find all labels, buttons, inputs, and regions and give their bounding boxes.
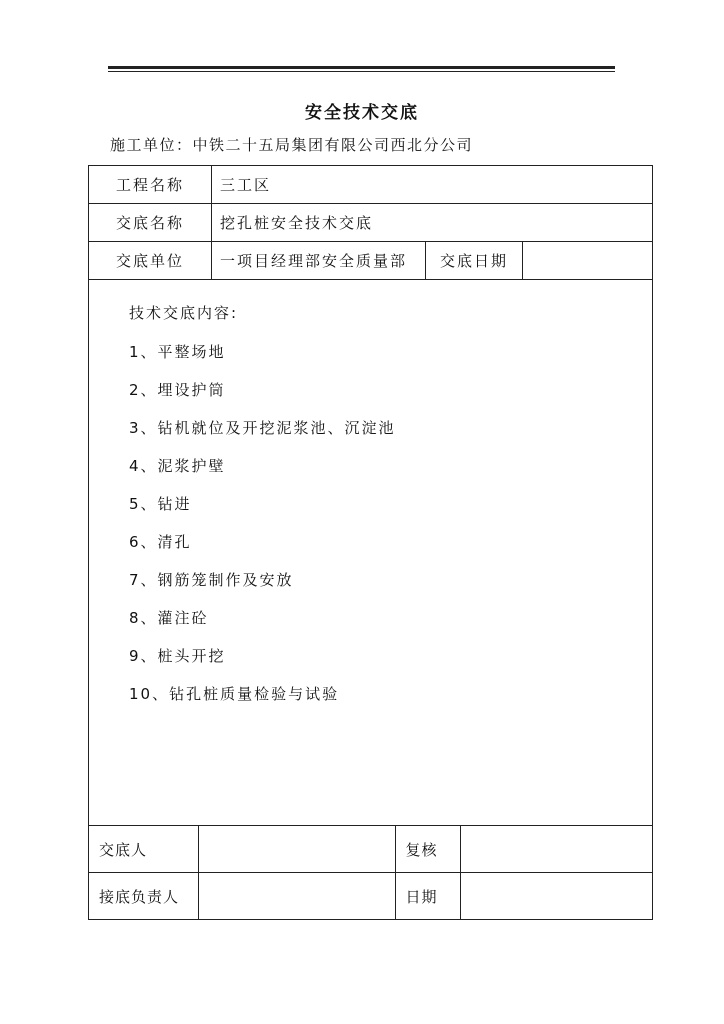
handover-date-label: 交底日期 bbox=[426, 242, 523, 280]
handover-name-row bbox=[89, 204, 653, 242]
construction-unit-label: 施工单位： bbox=[110, 136, 193, 154]
content-title: 技术交底内容: bbox=[129, 304, 239, 322]
reviewer-label: 复核 bbox=[395, 826, 460, 873]
list-item: 6、清孔 bbox=[129, 533, 192, 551]
list-item: 8、灌注砼 bbox=[129, 609, 209, 627]
list-item: 3、钻机就位及开挖泥浆池、沉淀池 bbox=[129, 419, 396, 437]
handover-name-label: 交底名称 bbox=[89, 204, 212, 242]
handover-unit-label: 交底单位 bbox=[89, 242, 212, 280]
presenter-value bbox=[198, 826, 395, 873]
project-name-row bbox=[89, 166, 653, 204]
construction-unit-value: 中铁二十五局集团有限公司西北分公司 bbox=[192, 136, 474, 154]
list-item: 2、埋设护筒 bbox=[129, 381, 226, 399]
signature-row-2 bbox=[89, 873, 653, 920]
signature-wrap bbox=[89, 826, 653, 920]
handover-unit-row bbox=[89, 242, 653, 280]
signature-row-1 bbox=[89, 826, 653, 873]
handover-form-table bbox=[88, 165, 653, 920]
signature-table bbox=[89, 826, 653, 919]
reviewer-value bbox=[460, 826, 653, 873]
signature-section bbox=[89, 826, 653, 920]
content-cell bbox=[89, 280, 653, 826]
date-value bbox=[460, 873, 653, 920]
content-list bbox=[89, 341, 652, 703]
project-name-label: 工程名称 bbox=[89, 166, 212, 204]
construction-unit-line bbox=[110, 134, 473, 155]
project-name-value: 三工区 bbox=[212, 166, 653, 204]
receiver-label: 接底负责人 bbox=[89, 873, 198, 920]
list-item: 4、泥浆护壁 bbox=[129, 457, 226, 475]
handover-name-value: 挖孔桩安全技术交底 bbox=[212, 204, 653, 242]
content-row bbox=[89, 280, 653, 826]
receiver-value bbox=[198, 873, 395, 920]
list-item: 7、钢筋笼制作及安放 bbox=[129, 571, 294, 589]
date-label: 日期 bbox=[395, 873, 460, 920]
list-item: 1、平整场地 bbox=[129, 343, 226, 361]
handover-date-value bbox=[523, 242, 653, 280]
list-item: 5、钻进 bbox=[129, 495, 192, 513]
list-item: 9、桩头开挖 bbox=[129, 647, 226, 665]
presenter-label: 交底人 bbox=[89, 826, 198, 873]
header-rule-thin bbox=[108, 71, 615, 72]
header-rule-thick bbox=[108, 66, 615, 69]
list-item: 10、钻孔桩质量检验与试验 bbox=[129, 685, 340, 703]
handover-unit-value: 一项目经理部安全质量部 bbox=[212, 242, 426, 280]
document-title: 安全技术交底 bbox=[305, 103, 419, 123]
